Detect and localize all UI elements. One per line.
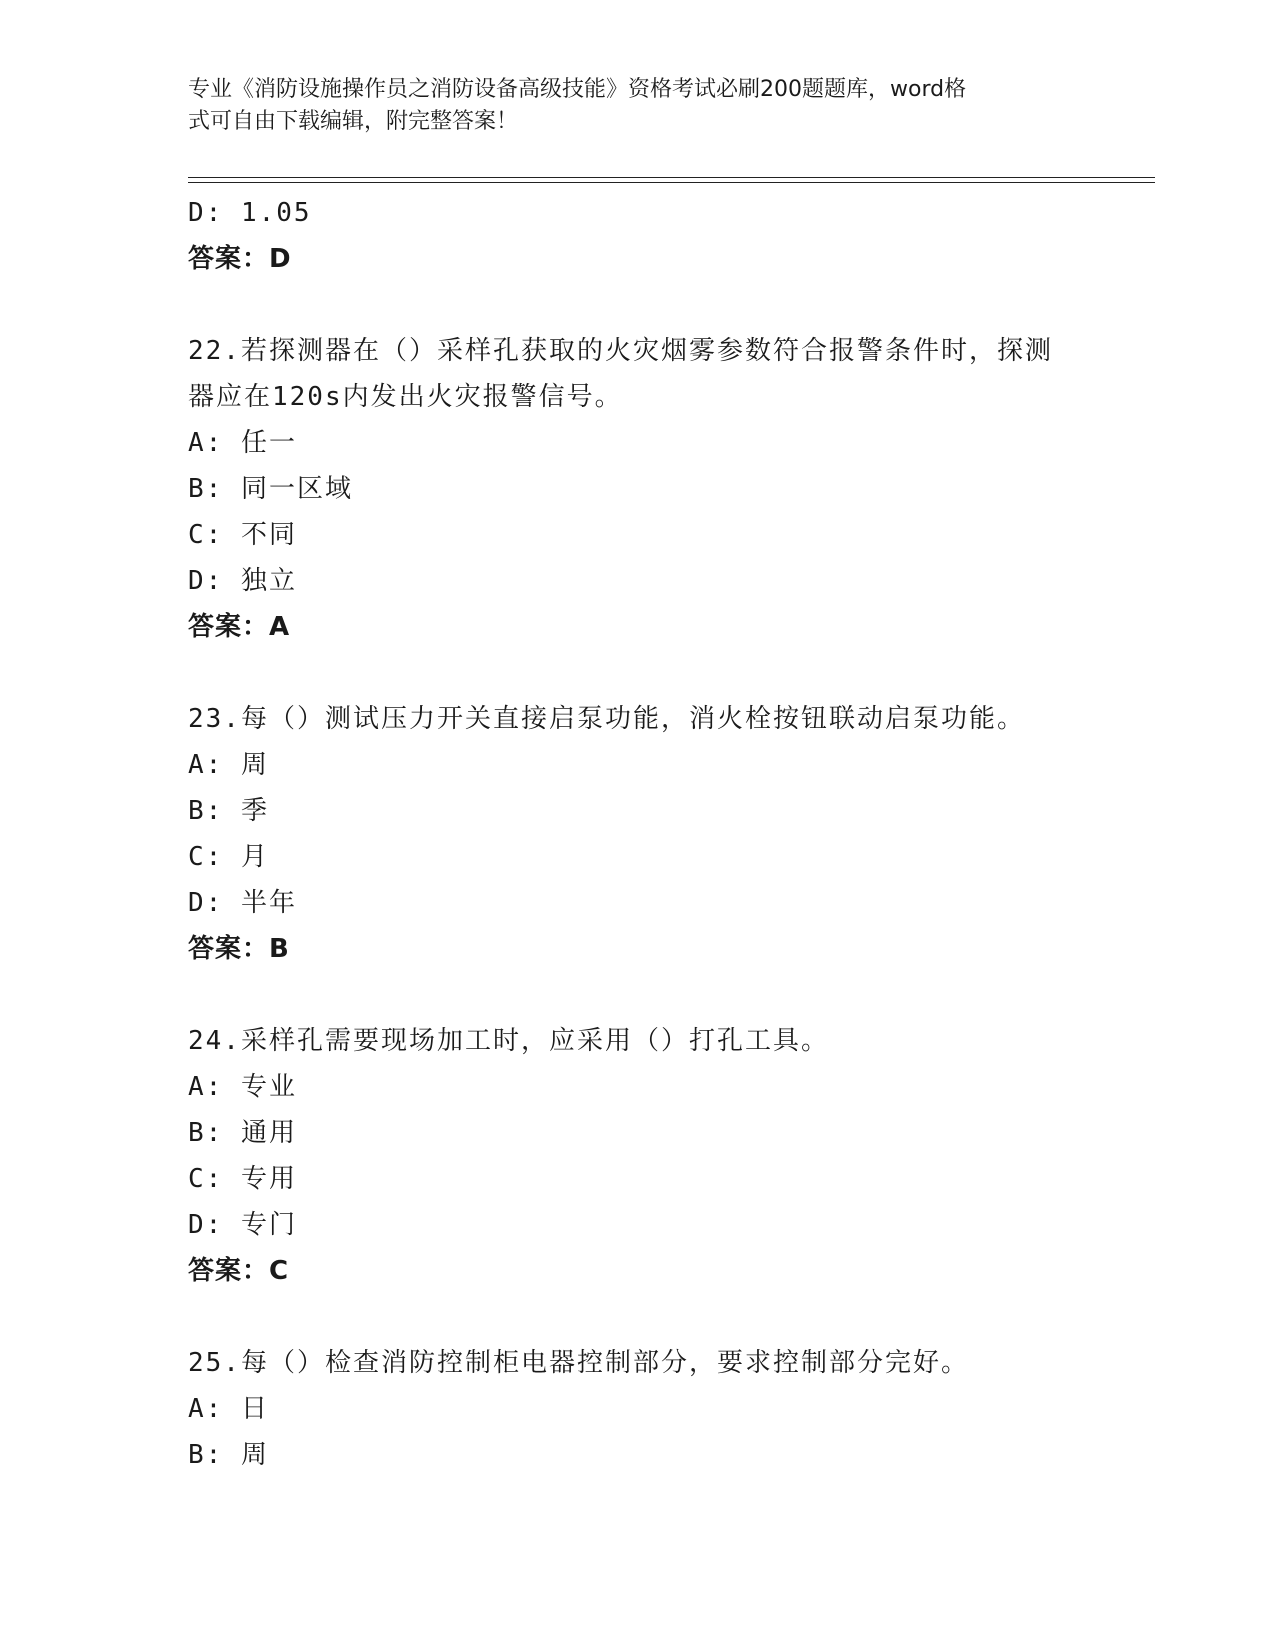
option-c: C: 不同	[188, 520, 297, 550]
answer-line: 答案：B	[188, 934, 290, 964]
answer-line: 答案：D	[188, 244, 292, 274]
option-c: C: 月	[188, 842, 269, 872]
question-text-continued: 器应在120s内发出火灾报警信号。	[188, 382, 623, 412]
question-23	[188, 696, 1088, 972]
option-a: A: 日	[188, 1394, 269, 1424]
header-line-1: 专业《消防设施操作员之消防设备高级技能》资格考试必刷200题题库，word格	[188, 77, 967, 102]
question-text: 24.采样孔需要现场加工时，应采用（）打孔工具。	[188, 1026, 829, 1056]
option-d: D: 专门	[188, 1210, 297, 1240]
question-25	[188, 1340, 1088, 1478]
option-d: D: 独立	[188, 566, 297, 596]
answer-line: 答案：C	[188, 1256, 290, 1286]
question-list	[188, 190, 1088, 1478]
option-a: A: 周	[188, 750, 269, 780]
header-divider-top	[188, 177, 1155, 178]
answer-line: 答案：A	[188, 612, 291, 642]
question-text: 25.每（）检查消防控制柜电器控制部分，要求控制部分完好。	[188, 1348, 969, 1378]
option-b: B: 通用	[188, 1118, 297, 1148]
option-b: B: 同一区域	[188, 474, 353, 504]
question-text: 23.每（）测试压力开关直接启泵功能，消火栓按钮联动启泵功能。	[188, 704, 1025, 734]
document-header	[188, 74, 1078, 138]
option-d: D: 半年	[188, 888, 297, 918]
option-d: D: 1.05	[188, 198, 312, 228]
question-24	[188, 1018, 1088, 1294]
question-text: 22.若探测器在（）采样孔获取的火灾烟雾参数符合报警条件时，探测	[188, 336, 1053, 366]
option-b: B: 季	[188, 796, 269, 826]
question-22	[188, 328, 1088, 650]
option-a: A: 任一	[188, 428, 297, 458]
option-c: C: 专用	[188, 1164, 297, 1194]
option-b: B: 周	[188, 1440, 269, 1470]
option-a: A: 专业	[188, 1072, 297, 1102]
previous-question-tail	[188, 190, 1088, 282]
header-line-2: 式可自由下载编辑，附完整答案！	[188, 109, 519, 134]
header-divider-bottom	[188, 182, 1155, 183]
